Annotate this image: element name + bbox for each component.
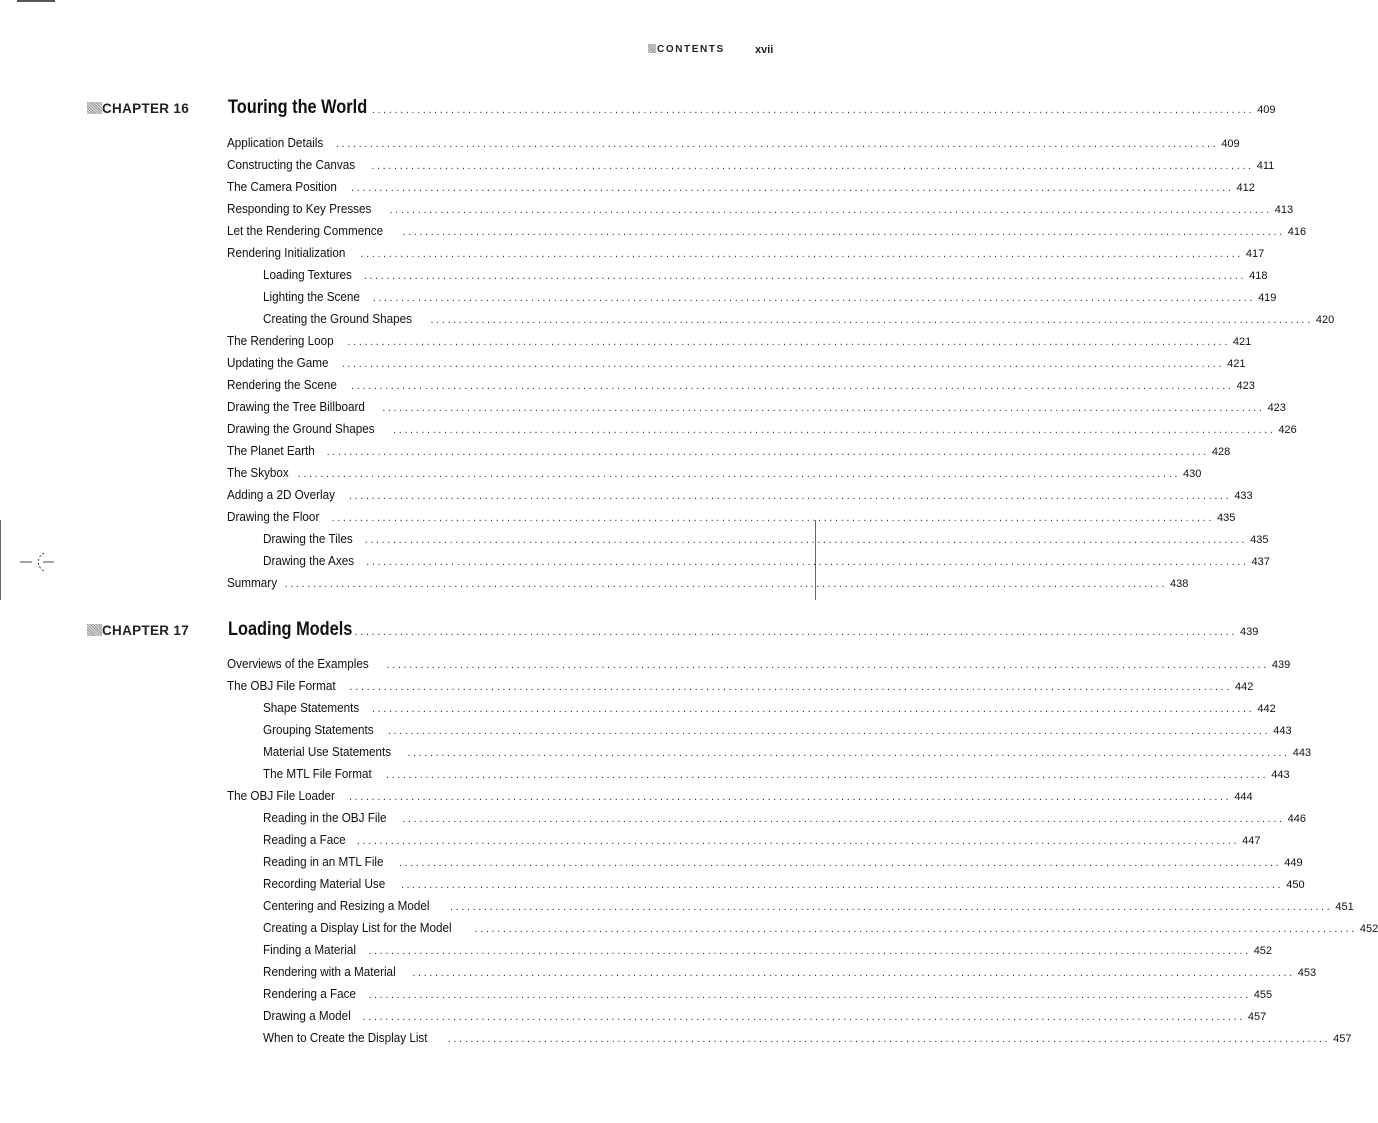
toc-subentry[interactable]: Rendering with a Material ............................................................................................................................................................ 453 bbox=[263, 963, 712, 981]
dot-leader: ............................................................................................................................................................ bbox=[430, 314, 1313, 326]
chapter-page-number: 409 bbox=[1257, 104, 1276, 116]
dot-leader: ............................................................................................................................................................ bbox=[356, 835, 1240, 847]
page-number: 442 bbox=[1257, 703, 1276, 715]
dot-leader: ............................................................................................................................................................ bbox=[371, 703, 1255, 715]
dot-leader: ............................................................................................................................................................ bbox=[371, 104, 1255, 116]
page-number: 438 bbox=[1169, 578, 1189, 590]
dot-leader: ............................................................................................................................................................ bbox=[363, 270, 1247, 282]
toc-subentry[interactable]: When to Create the Display List ............................................................................................................................................................ 457 bbox=[263, 1029, 712, 1047]
toc-subentry[interactable]: Loading Textures ............................................................................................................................................................ 418 bbox=[263, 266, 712, 284]
page-number: 418 bbox=[1249, 270, 1268, 282]
dot-leader: ............................................................................................................................................................ bbox=[402, 226, 1285, 238]
registration-mark-icon bbox=[18, 547, 56, 577]
dot-leader: ............................................................................................................................................................ bbox=[386, 659, 1269, 671]
toc-entry[interactable]: The Rendering Loop ............................................................................................................................................................ 421 bbox=[227, 332, 712, 350]
dot-leader: ............................................................................................................................................................ bbox=[398, 857, 1282, 869]
toc-entry[interactable]: Updating the Game ............................................................................................................................................................ 421 bbox=[227, 354, 712, 372]
dot-leader: ............................................................................................................................................................ bbox=[450, 901, 1333, 913]
toc-subentry[interactable]: Reading in the OBJ File ............................................................................................................................................................ 446 bbox=[263, 809, 712, 827]
dot-leader: ............................................................................................................................................................ bbox=[400, 879, 1284, 891]
page-number: 455 bbox=[1253, 989, 1273, 1001]
toc-entry[interactable]: Rendering Initialization ............................................................................................................................................................ 417 bbox=[227, 244, 712, 262]
dot-leader: ............................................................................................................................................................ bbox=[368, 989, 1251, 1001]
dot-leader: ............................................................................................................................................................ bbox=[368, 945, 1251, 957]
toc-entry[interactable]: Drawing the Floor ............................................................................................................................................................ 435 bbox=[227, 508, 712, 526]
running-head-page-number: xvii bbox=[755, 44, 774, 56]
chapter-title: Touring the World bbox=[228, 97, 368, 118]
dot-leader: ............................................................................................................................................................ bbox=[326, 446, 1209, 458]
toc-subentry[interactable]: Rendering a Face ............................................................................................................................................................ 455 bbox=[263, 985, 712, 1003]
page-number: 442 bbox=[1235, 681, 1254, 693]
chapter-17-label: CHAPTER 17 bbox=[87, 623, 212, 638]
toc-entry[interactable]: The Skybox ............................................................................................................................................................ 430 bbox=[227, 464, 712, 482]
toc-subentry[interactable]: Creating the Ground Shapes ............................................................................................................................................................ 420 bbox=[263, 310, 712, 328]
toc-subentry[interactable]: Drawing the Tiles ............................................................................................................................................................ 435 bbox=[263, 530, 712, 548]
toc-entry[interactable]: Application Details ............................................................................................................................................................ 409 bbox=[227, 134, 712, 152]
toc-entry[interactable]: Constructing the Canvas ............................................................................................................................................................ 411 bbox=[227, 156, 712, 174]
dot-leader: ............................................................................................................................................................ bbox=[407, 747, 1290, 759]
page-number: 444 bbox=[1234, 791, 1253, 803]
dot-leader: ............................................................................................................................................................ bbox=[447, 1033, 1331, 1045]
toc-subentry[interactable]: Grouping Statements ............................................................................................................................................................ 443 bbox=[263, 721, 712, 739]
dot-leader: ............................................................................................................................................................ bbox=[402, 813, 1285, 825]
toc-entry[interactable]: Adding a 2D Overlay ............................................................................................................................................................ 433 bbox=[227, 486, 712, 504]
dot-leader: ............................................................................................................................................................ bbox=[360, 248, 1243, 260]
toc-subentry[interactable]: Reading a Face ............................................................................................................................................................ 447 bbox=[263, 831, 712, 849]
dot-leader: ............................................................................................................................................................ bbox=[335, 138, 1219, 150]
toc-subentry[interactable]: Lighting the Scene ............................................................................................................................................................ 419 bbox=[263, 288, 712, 306]
page-number: 423 bbox=[1236, 380, 1255, 392]
page-number: 450 bbox=[1286, 879, 1305, 891]
toc-entry[interactable]: The Planet Earth ............................................................................................................................................................ 428 bbox=[227, 442, 712, 460]
page-number: 435 bbox=[1250, 534, 1269, 546]
chapter-square-icon bbox=[87, 102, 102, 114]
dot-leader: ............................................................................................................................................................ bbox=[347, 336, 1230, 348]
dot-leader: ............................................................................................................................................................ bbox=[351, 380, 1234, 392]
toc-subentry[interactable]: Creating a Display List for the Model ............................................................................................................................................................ 452 bbox=[263, 919, 712, 937]
toc-subentry[interactable]: Drawing a Model ............................................................................................................................................................ 457 bbox=[263, 1007, 712, 1025]
page-number: 443 bbox=[1273, 725, 1292, 737]
page-number: 426 bbox=[1278, 424, 1297, 436]
chapter-square-icon bbox=[87, 624, 102, 636]
toc-subentry[interactable]: Finding a Material ............................................................................................................................................................ 452 bbox=[263, 941, 712, 959]
dot-leader: ............................................................................................................................................................ bbox=[362, 1011, 1245, 1023]
running-head-label: CONTENTS bbox=[648, 44, 725, 55]
page-number: 443 bbox=[1292, 747, 1312, 759]
page-number: 420 bbox=[1315, 314, 1335, 326]
dot-leader: ............................................................................................................................................................ bbox=[371, 160, 1254, 172]
chapter-16-label: CHAPTER 16 bbox=[87, 101, 212, 116]
running-head bbox=[600, 44, 780, 58]
toc-entry[interactable]: Drawing the Ground Shapes ............................................................................................................................................................ 426 bbox=[227, 420, 712, 438]
page-number: 447 bbox=[1242, 835, 1261, 847]
chapter-16-title-row[interactable] bbox=[228, 97, 1276, 119]
page-number: 413 bbox=[1274, 204, 1294, 216]
page-number: 435 bbox=[1216, 512, 1236, 524]
dot-leader: ............................................................................................................................................................ bbox=[348, 490, 1232, 502]
toc-subentry[interactable]: The MTL File Format ............................................................................................................................................................ 443 bbox=[263, 765, 712, 783]
page-number: 411 bbox=[1256, 160, 1275, 172]
toc-entry[interactable]: The OBJ File Format ............................................................................................................................................................ 442 bbox=[227, 677, 712, 695]
chapter-page-number: 439 bbox=[1239, 626, 1259, 638]
page-number: 409 bbox=[1221, 138, 1240, 150]
dot-leader: ............................................................................................................................................................ bbox=[389, 204, 1272, 216]
page-number: 437 bbox=[1251, 556, 1270, 568]
toc-entry[interactable]: Drawing the Tree Billboard ............................................................................................................................................................ 423 bbox=[227, 398, 712, 416]
chapter-17-title-row[interactable] bbox=[228, 619, 1259, 641]
page-number: 449 bbox=[1284, 857, 1303, 869]
toc-subentry[interactable]: Drawing the Axes ............................................................................................................................................................ 437 bbox=[263, 552, 712, 570]
page-number: 452 bbox=[1253, 945, 1273, 957]
dot-leader: ............................................................................................................................................................ bbox=[341, 358, 1225, 370]
dot-leader: ............................................................................................................................................................ bbox=[354, 626, 1237, 638]
dot-leader: ............................................................................................................................................................ bbox=[387, 725, 1271, 737]
page-number: 452 bbox=[1359, 923, 1378, 935]
page-number: 451 bbox=[1335, 901, 1354, 913]
dot-leader: ............................................................................................................................................................ bbox=[297, 468, 1181, 480]
toc-entry[interactable]: Rendering the Scene ............................................................................................................................................................ 423 bbox=[227, 376, 712, 394]
crop-mark-top bbox=[17, 0, 55, 2]
page-number: 416 bbox=[1287, 226, 1307, 238]
dot-leader: ............................................................................................................................................................ bbox=[331, 512, 1214, 524]
running-head-square-icon bbox=[648, 44, 656, 53]
page-number: 423 bbox=[1267, 402, 1286, 414]
dot-leader: ............................................................................................................................................................ bbox=[284, 578, 1167, 590]
dot-leader: ............................................................................................................................................................ bbox=[474, 923, 1357, 935]
dot-leader: ............................................................................................................................................................ bbox=[382, 402, 1265, 414]
page-number: 417 bbox=[1245, 248, 1265, 260]
toc-subentry[interactable]: Recording Material Use ............................................................................................................................................................ 450 bbox=[263, 875, 712, 893]
toc-entry[interactable]: Let the Rendering Commence ............................................................................................................................................................ 416 bbox=[227, 222, 712, 240]
page-number: 457 bbox=[1247, 1011, 1267, 1023]
toc-subentry[interactable]: Reading in an MTL File ............................................................................................................................................................ 449 bbox=[263, 853, 712, 871]
dot-leader: ............................................................................................................................................................ bbox=[351, 182, 1234, 194]
dot-leader: ............................................................................................................................................................ bbox=[385, 769, 1269, 781]
toc-entry[interactable]: Overviews of the Examples ............................................................................................................................................................ 439 bbox=[227, 655, 712, 673]
dot-leader: ............................................................................................................................................................ bbox=[372, 292, 1256, 304]
toc-subentry[interactable]: Shape Statements ............................................................................................................................................................ 442 bbox=[263, 699, 712, 717]
crop-mark-left bbox=[0, 520, 1, 600]
toc-entry[interactable]: The Camera Position ............................................................................................................................................................ 412 bbox=[227, 178, 712, 196]
toc-subentry[interactable]: Centering and Resizing a Model ............................................................................................................................................................ 451 bbox=[263, 897, 712, 915]
dot-leader: ............................................................................................................................................................ bbox=[348, 791, 1232, 803]
dot-leader: ............................................................................................................................................................ bbox=[364, 534, 1248, 546]
dot-leader: ............................................................................................................................................................ bbox=[349, 681, 1232, 693]
dot-leader: ............................................................................................................................................................ bbox=[393, 424, 1276, 436]
page-number: 412 bbox=[1236, 182, 1255, 194]
toc-entry[interactable]: Summary ............................................................................................................................................................ 438 bbox=[227, 574, 712, 592]
page-number: 439 bbox=[1271, 659, 1291, 671]
toc-entry[interactable]: The OBJ File Loader ............................................................................................................................................................ 444 bbox=[227, 787, 712, 805]
chapter-title: Loading Models bbox=[228, 619, 353, 640]
page-number: 421 bbox=[1227, 358, 1246, 370]
toc-subentry[interactable]: Material Use Statements ............................................................................................................................................................ 443 bbox=[263, 743, 712, 761]
page-number: 421 bbox=[1232, 336, 1252, 348]
dot-leader: ............................................................................................................................................................ bbox=[412, 967, 1295, 979]
page-number: 453 bbox=[1297, 967, 1317, 979]
toc-entry[interactable]: Responding to Key Presses ............................................................................................................................................................ 413 bbox=[227, 200, 712, 218]
dot-leader: ............................................................................................................................................................ bbox=[366, 556, 1249, 568]
page-number: 446 bbox=[1287, 813, 1307, 825]
page-number: 430 bbox=[1183, 468, 1202, 480]
page-number: 443 bbox=[1271, 769, 1290, 781]
page-number: 457 bbox=[1333, 1033, 1352, 1045]
page-number: 428 bbox=[1211, 446, 1231, 458]
page-number: 419 bbox=[1258, 292, 1277, 304]
page-number: 433 bbox=[1234, 490, 1253, 502]
